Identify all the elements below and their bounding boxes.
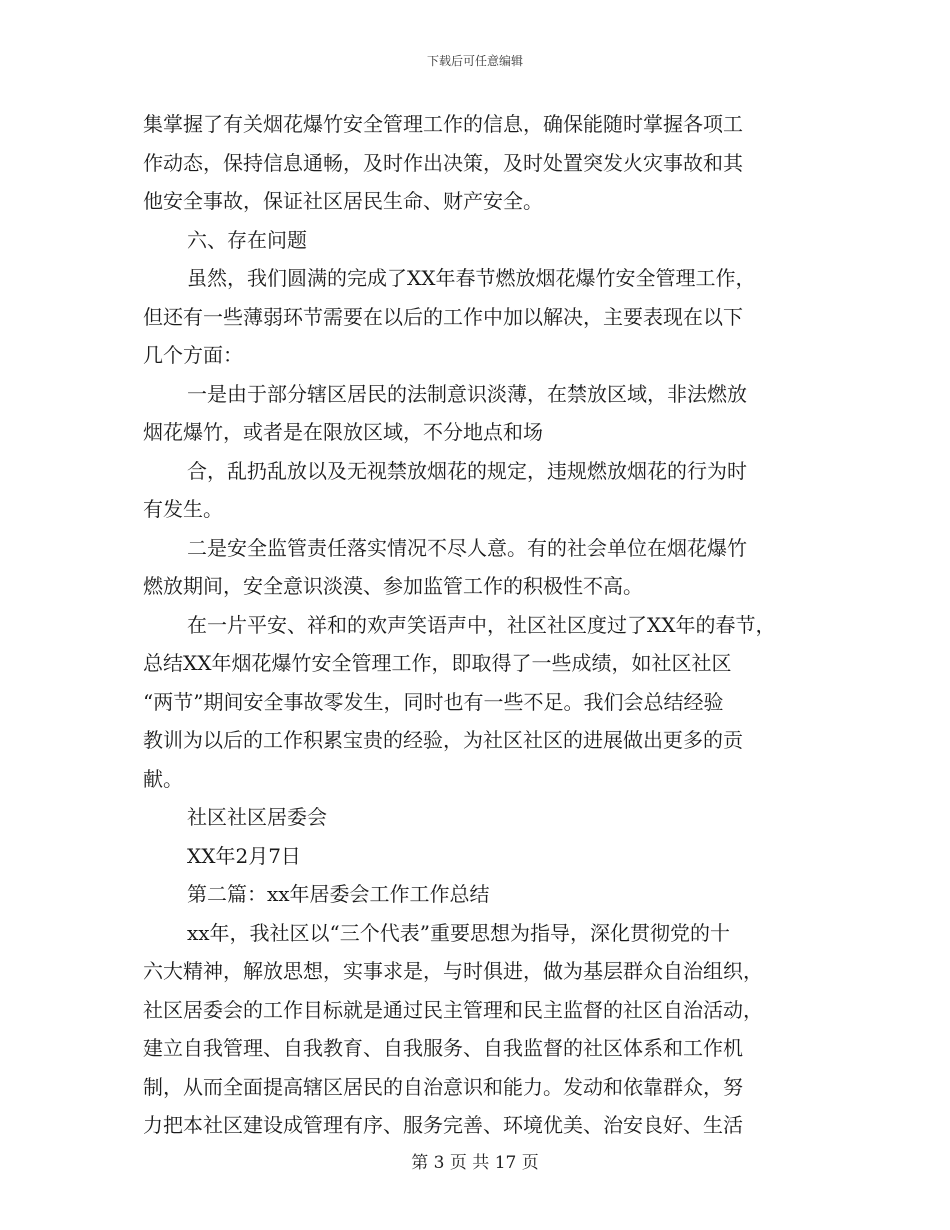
page-header: 下载后可任意编辑: [426, 54, 523, 68]
text-line: 但还有一些薄弱环节需要在以后的工作中加以解决，主要表现在以下: [143, 305, 743, 329]
text-line: 烟花爆竹，或者是在限放区域，不分地点和场: [143, 420, 543, 444]
text-line: 社区居委会的工作目标就是通过民主管理和民主监督的社区自治活动，: [143, 998, 763, 1022]
text-line: “两节”期间安全事故零发生，同时也有一些不足。我们会总结经验: [143, 690, 724, 714]
section-heading: 第二篇：xx年居委会工作工作总结: [187, 882, 490, 906]
text-line: 力把本社区建设成管理有序、服务完善、环境优美、治安良好、生活: [143, 1113, 743, 1137]
signature-line: 社区社区居委会: [187, 805, 327, 829]
date-line: XX年2月7日: [187, 844, 301, 868]
text-line: 他安全事故，保证社区居民生命、财产安全。: [143, 189, 543, 213]
section-heading: 六、存在问题: [187, 228, 307, 252]
text-line: 献。: [143, 767, 183, 791]
text-line: 作动态，保持信息通畅，及时作出决策，及时处置突发火灾事故和其: [143, 151, 743, 175]
text-line: 二是安全监管责任落实情况不尽人意。有的社会单位在烟花爆竹: [187, 536, 747, 560]
text-line: 集掌握了有关烟花爆竹安全管理工作的信息，确保能随时掌握各项工: [143, 112, 743, 136]
text-line: 几个方面：: [143, 343, 243, 367]
text-line: 制，从而全面提高辖区居民的自治意识和能力。发动和依靠群众，努: [143, 1075, 743, 1099]
text-line: 一是由于部分辖区居民的法制意识淡薄，在禁放区域，非法燃放: [187, 382, 747, 406]
page-footer: 第 3 页 共 17 页: [411, 1153, 539, 1173]
text-line: 建立自我管理、自我教育、自我服务、自我监督的社区体系和工作机: [143, 1036, 743, 1060]
text-line: xx年，我社区以“三个代表”重要思想为指导，深化贯彻党的十: [187, 921, 731, 945]
text-line: 虽然，我们圆满的完成了XX年春节燃放烟花爆竹安全管理工作，: [187, 266, 756, 290]
text-line: 教训为以后的工作积累宝贵的经验，为社区社区的进展做出更多的贡: [143, 728, 743, 752]
text-line: 总结XX年烟花爆竹安全管理工作，即取得了一些成绩，如社区社区: [143, 651, 732, 675]
text-line: 燃放期间，安全意识淡漠、参加监管工作的积极性不高。: [143, 574, 643, 598]
text-line: 六大精神，解放思想，实事求是，与时俱进，做为基层群众自治组织，: [143, 959, 763, 983]
text-line: 合，乱扔乱放以及无视禁放烟花的规定，违规燃放烟花的行为时: [187, 459, 747, 483]
text-line: 在一片平安、祥和的欢声笑语声中，社区社区度过了XX年的春节，: [187, 613, 776, 637]
text-line: 有发生。: [143, 497, 223, 521]
